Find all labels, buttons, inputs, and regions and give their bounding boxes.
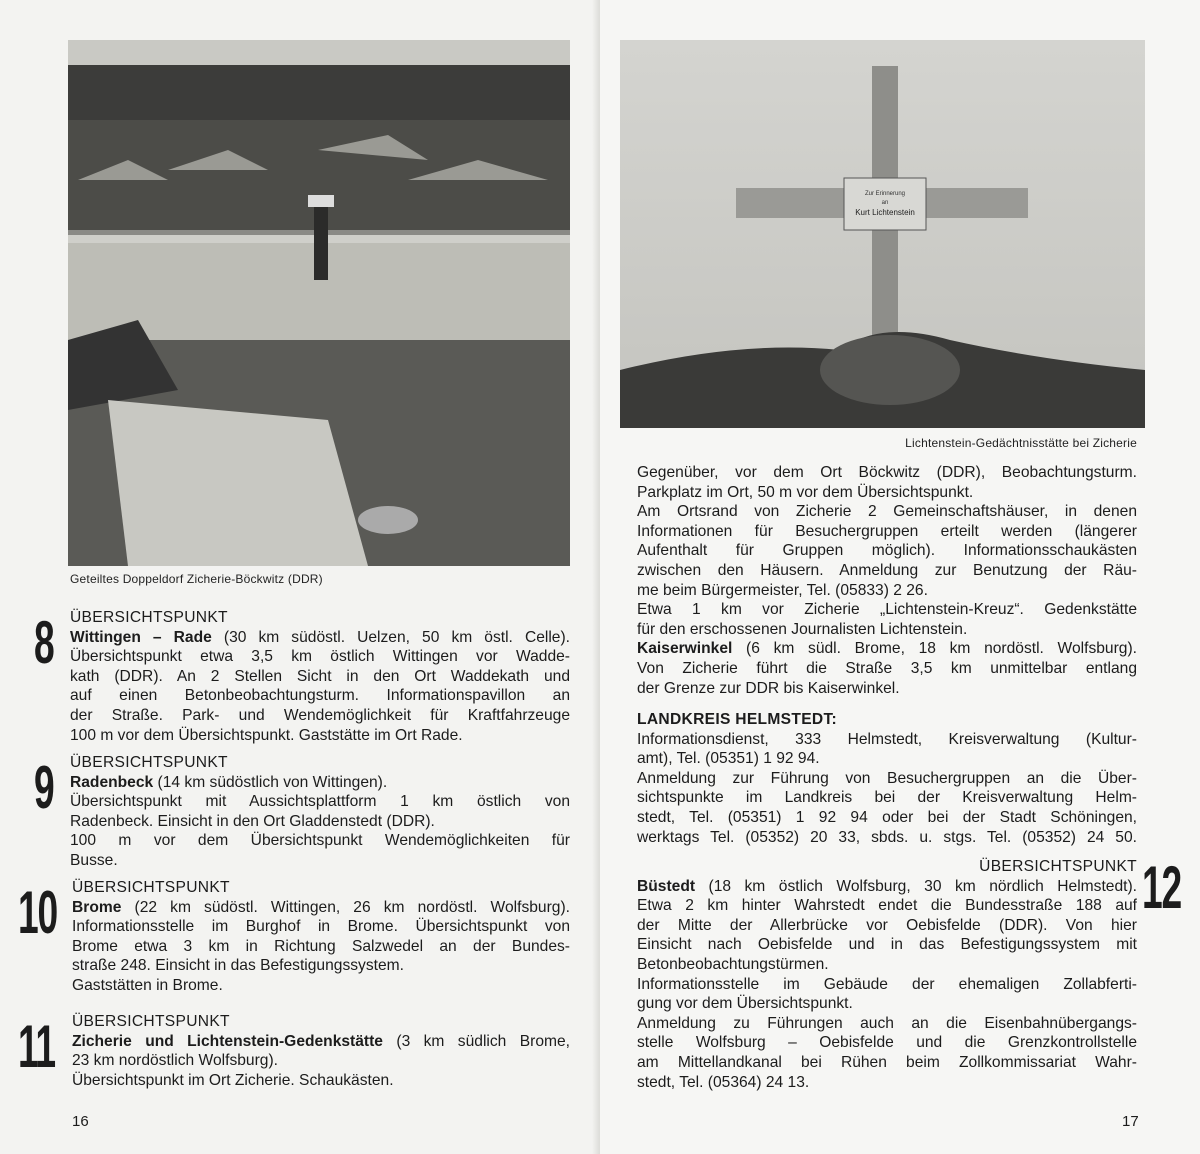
text-line: [70, 773, 570, 793]
line-text: Parkplatz im Ort, 50 m vor dem Übersichtspunkt.: [637, 483, 974, 501]
section-9: [34, 753, 570, 871]
text-line: [637, 620, 1137, 640]
bold-place-name: Zicherie und Lichtenstein-Gedenkstätte: [72, 1032, 383, 1050]
sign-line-1: Zur Erinnerung: [864, 191, 906, 197]
section-number: 11: [18, 1013, 55, 1080]
text-line: [72, 1032, 570, 1052]
line-text: me beim Bürgermeister, Tel. (05833) 2 26.: [637, 581, 928, 599]
text-line: [637, 788, 1137, 808]
text-line: [637, 581, 1137, 601]
district-heading: LANDKREIS HELMSTEDT:: [637, 711, 838, 728]
line-text: stedt, Tel. (05364) 24 13.: [637, 1073, 810, 1091]
line-text: straße 248. Einsicht in das Befestigungssystem.: [72, 957, 404, 975]
text-line: [637, 994, 1137, 1014]
text-line: [637, 916, 1137, 936]
line-text: Betonbeobachtungstürmen.: [637, 955, 829, 973]
line-text: Etwa 2 km hinter Wahrstedt endet die Bundesstraße 188 auf: [637, 897, 1137, 915]
text-line: [70, 851, 570, 871]
text-line: [72, 956, 570, 976]
text-line: [637, 522, 1137, 542]
text-line: [70, 792, 570, 812]
line-text: der Mitte der Allerbrücke vor Oebisfelde (DDR). Von hier: [637, 916, 1137, 934]
line-text: Informationen für Besuchergruppen erteilt werden (längerer: [637, 522, 1137, 540]
text-line: [70, 831, 570, 851]
line-text: der Straße. Park- und Wendemöglichkeit für Kraftfahrzeuge: [70, 706, 570, 724]
line-text: zwischen den Häusern. Anmeldung zur Benutzung der Räu-: [637, 561, 1137, 579]
text-line: [637, 1053, 1137, 1073]
page-number: 17: [1122, 1113, 1139, 1130]
line-text: sichtspunkte im Landkreis bei der Kreisverwaltung Helm-: [637, 789, 1137, 807]
text-line: [637, 828, 1137, 848]
page-number: 16: [72, 1113, 89, 1130]
text-line: [637, 639, 1137, 659]
section-heading: ÜBERSICHTSPUNKT: [979, 858, 1137, 875]
line-text: (18 km östlich Wolfsburg, 30 km nördlich Helmstedt).: [695, 877, 1137, 895]
district-block: [637, 710, 1137, 847]
text-line: [70, 667, 570, 687]
memorial-cross-photo: [620, 40, 1145, 428]
line-text: Übersichtspunkt im Ort Zicherie. Schaukästen.: [72, 1071, 394, 1089]
text-line: [637, 877, 1137, 897]
section-12: [637, 854, 1181, 1092]
text-line: [70, 647, 570, 667]
text-line: [637, 561, 1137, 581]
line-text: gung vor dem Übersichtspunkt.: [637, 995, 853, 1013]
line-text: (14 km südöstlich von Wittingen).: [153, 773, 388, 791]
photo-caption: Geteiltes Doppeldorf Zicherie-Böckwitz (DDR): [70, 572, 323, 586]
text-line: [72, 917, 570, 937]
text-line: [637, 955, 1137, 975]
line-text: Anmeldung zur Führung von Besuchergruppen an die Über-: [637, 769, 1137, 787]
line-text: Radenbeck. Einsicht in den Ort Gladdenstedt (DDR).: [70, 812, 435, 830]
text-line: [637, 463, 1137, 483]
text-line: [70, 706, 570, 726]
section-number: 8: [34, 609, 54, 676]
bold-place-name: Brome: [72, 898, 122, 916]
right-page: [600, 0, 1200, 1154]
line-text: Aufenthalt für Gruppen möglich). Informationsschaukästen: [637, 542, 1137, 560]
sign-line-3: Kurt Lichtenstein: [855, 208, 915, 217]
section-10: [18, 878, 570, 996]
text-line: [637, 935, 1137, 955]
line-text: Übersichtspunkt mit Aussichtsplattform 1 km östlich von: [70, 793, 570, 811]
line-text: Gaststätten in Brome.: [72, 976, 223, 994]
sign-line-2: an: [881, 200, 889, 206]
line-text: Von Zicherie führt die Straße 3,5 km unmittelbar entlang: [637, 659, 1137, 677]
section-heading: ÜBERSICHTSPUNKT: [70, 609, 228, 626]
line-text: Informationsstelle im Gebäude der ehemaligen Zollabferti-: [637, 975, 1137, 993]
text-line: [637, 541, 1137, 561]
line-text: stelle Wolfsburg – Oebisfelde und die Grenzkontrollstelle: [637, 1034, 1137, 1052]
line-text: Anmeldung zu Führungen auch an die Eisenbahnübergangs-: [637, 1014, 1137, 1032]
text-line: [637, 1033, 1137, 1053]
line-text: 100 m vor dem Übersichtspunkt. Gaststätte im Ort Rade.: [70, 726, 463, 744]
section-number: 9: [34, 754, 54, 821]
text-line: [70, 628, 570, 648]
line-text: Brome etwa 3 km in Richtung Salzwedel an der Bundes-: [72, 937, 570, 955]
section-number: 12: [1142, 854, 1181, 921]
text-line: [637, 896, 1137, 916]
line-text: (3 km südlich Brome,: [382, 1032, 570, 1050]
text-line: [70, 726, 570, 746]
line-text: stedt, Tel. (05351) 1 92 94 oder bei der Stadt Schöningen,: [637, 808, 1137, 826]
line-text: Informationsstelle im Burghof in Brome. Übersichtspunkt von: [72, 918, 570, 936]
line-text: Übersichtspunkt etwa 3,5 km östlich Wittingen vor Wadde-: [70, 648, 570, 666]
text-line: [72, 976, 570, 996]
line-text: 100 m vor dem Übersichtspunkt Wendemöglichkeiten für: [70, 832, 570, 850]
text-line: [70, 686, 570, 706]
line-text: auf einen Betonbeobachtungsturm. Informationspavillon an: [70, 687, 570, 705]
section-heading: ÜBERSICHTSPUNKT: [72, 879, 230, 896]
text-line: [637, 975, 1137, 995]
section-heading: ÜBERSICHTSPUNKT: [70, 754, 228, 771]
section-number: 10: [18, 879, 57, 946]
text-line: [637, 808, 1137, 828]
village-photo: [68, 40, 570, 566]
section-8: [34, 608, 571, 745]
line-text: Einsicht nach Oebisfelde und in das Befestigungssystem mit: [637, 936, 1137, 954]
line-text: Am Ortsrand von Zicherie 2 Gemeinschaftshäuser, in denen: [637, 503, 1137, 521]
text-line: [637, 1014, 1137, 1034]
line-text: (30 km südöstl. Uelzen, 50 km östl. Celle).: [211, 628, 571, 646]
line-text: amt), Tel. (05351) 1 92 94.: [637, 750, 820, 768]
line-text: kath (DDR). An 2 Stellen Sicht in den Ort Waddekath und: [70, 667, 570, 685]
text-line: [637, 679, 1137, 699]
text-line: [72, 937, 570, 957]
section-11: [18, 1012, 570, 1090]
text-line: [72, 1071, 570, 1091]
text-line: [637, 769, 1137, 789]
text-line: [637, 502, 1137, 522]
line-text: Gegenüber, vor dem Ort Böckwitz (DDR), Beobachtungsturm.: [637, 464, 1137, 481]
text-line: [637, 1073, 1137, 1093]
line-text: Busse.: [70, 851, 118, 869]
line-text: Etwa 1 km vor Zicherie „Lichtenstein-Kreuz“. Gedenkstätte: [637, 601, 1137, 619]
bold-place-name: Wittingen – Rade: [70, 628, 212, 646]
line-text: (6 km südl. Brome, 18 km nordöstl. Wolfsburg).: [732, 640, 1137, 658]
bold-place-name: Büstedt: [637, 877, 696, 895]
text-line: [72, 1051, 570, 1071]
intro-text: [637, 463, 1137, 698]
bold-place-name: Radenbeck: [70, 773, 154, 791]
line-text: am Mittellandkanal bei Rühen beim Zollkommissariat Wahr-: [637, 1053, 1137, 1071]
bold-place-name: Kaiserwinkel: [637, 640, 733, 658]
line-text: der Grenze zur DDR bis Kaiserwinkel.: [637, 679, 900, 697]
section-heading: ÜBERSICHTSPUNKT: [72, 1013, 230, 1030]
text-line: [637, 483, 1137, 503]
line-text: Informationsdienst, 333 Helmstedt, Kreisverwaltung (Kultur-: [637, 730, 1137, 748]
line-text: 23 km nordöstlich Wolfsburg).: [72, 1052, 278, 1070]
photo-caption: Lichtenstein-Gedächtnisstätte bei Zicherie: [905, 436, 1137, 450]
line-text: (22 km südöstl. Wittingen, 26 km nordöstl. Wolfsburg).: [121, 898, 570, 916]
text-line: [637, 730, 1137, 750]
text-line: [637, 600, 1137, 620]
line-text: für den erschossenen Journalisten Lichtenstein.: [637, 620, 968, 638]
line-text: werktags Tel. (05352) 20 33, sbds. u. stgs. Tel. (05352) 24 50.: [637, 828, 1137, 846]
text-line: [637, 749, 1137, 769]
text-line: [72, 898, 570, 918]
text-line: [70, 812, 570, 832]
text-line: [637, 659, 1137, 679]
